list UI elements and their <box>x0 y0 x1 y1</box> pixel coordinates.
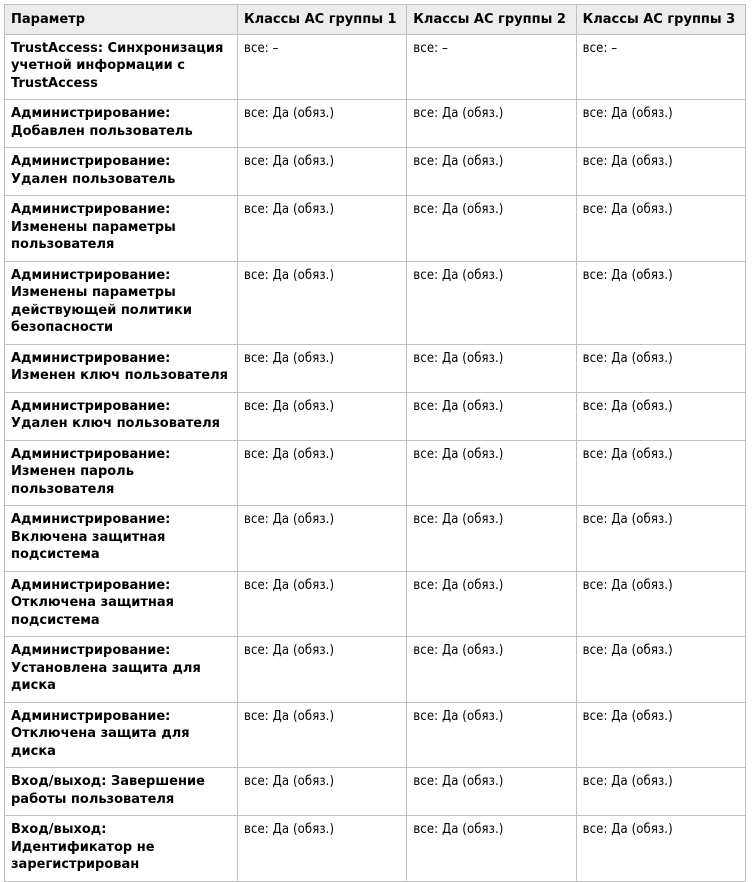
group-2-value-cell: все: Да (обяз.) <box>407 816 576 882</box>
group-2-value-cell: все: Да (обяз.) <box>407 148 576 196</box>
parameter-cell: Администрирование: Установлена защита для диска <box>5 637 238 703</box>
table-row <box>5 637 746 703</box>
group-1-value-cell: все: Да (обяз.) <box>237 100 406 148</box>
table-row <box>5 344 746 392</box>
group-3-value-cell: все: Да (обяз.) <box>576 261 745 344</box>
group-2-value-cell: все: Да (обяз.) <box>407 440 576 506</box>
group-1-value-cell: все: Да (обяз.) <box>237 148 406 196</box>
group-2-value-cell: все: Да (обяз.) <box>407 702 576 768</box>
parameter-cell: Администрирование: Добавлен пользователь <box>5 100 238 148</box>
group-3-value-cell: все: Да (обяз.) <box>576 344 745 392</box>
group-1-value-cell: все: Да (обяз.) <box>237 392 406 440</box>
group-3-value-cell: все: – <box>576 34 745 100</box>
parameter-cell: Администрирование: Отключена защитная подсистема <box>5 571 238 637</box>
group-2-value-cell: все: Да (обяз.) <box>407 392 576 440</box>
group-1-value-cell: все: Да (обяз.) <box>237 440 406 506</box>
group-2-value-cell: все: Да (обяз.) <box>407 196 576 262</box>
parameter-cell: Администрирование: Отключена защита для диска <box>5 702 238 768</box>
audit-parameters-table <box>4 4 746 882</box>
table-row <box>5 440 746 506</box>
group-1-value-cell: все: Да (обяз.) <box>237 344 406 392</box>
group-3-value-cell: все: Да (обяз.) <box>576 440 745 506</box>
group-3-value-cell: все: Да (обяз.) <box>576 637 745 703</box>
table-row <box>5 148 746 196</box>
group-1-value-cell: все: Да (обяз.) <box>237 816 406 882</box>
table-row <box>5 392 746 440</box>
parameter-cell: Вход/выход: Идентификатор не зарегистрирован <box>5 816 238 882</box>
group-3-value-cell: все: Да (обяз.) <box>576 571 745 637</box>
table-row <box>5 506 746 572</box>
table-row <box>5 100 746 148</box>
group-1-value-cell: все: Да (обяз.) <box>237 261 406 344</box>
group-1-value-cell: все: Да (обяз.) <box>237 637 406 703</box>
parameter-cell: Вход/выход: Завершение работы пользователя <box>5 768 238 816</box>
group-1-value-cell: все: Да (обяз.) <box>237 196 406 262</box>
group-1-value-cell: все: Да (обяз.) <box>237 506 406 572</box>
table-row <box>5 768 746 816</box>
table-row <box>5 34 746 100</box>
header-parameter: Параметр <box>5 5 238 35</box>
group-2-value-cell: все: – <box>407 34 576 100</box>
group-1-value-cell: все: Да (обяз.) <box>237 702 406 768</box>
table-row <box>5 816 746 882</box>
parameter-cell: Администрирование: Изменены параметры пользователя <box>5 196 238 262</box>
group-3-value-cell: все: Да (обяз.) <box>576 196 745 262</box>
table-row <box>5 571 746 637</box>
group-1-value-cell: все: Да (обяз.) <box>237 768 406 816</box>
parameter-cell: TrustAccess: Синхронизация учетной информации с TrustAccess <box>5 34 238 100</box>
parameter-cell: Администрирование: Изменен пароль пользователя <box>5 440 238 506</box>
table-row <box>5 702 746 768</box>
header-group-1: Классы АС группы 1 <box>237 5 406 35</box>
group-3-value-cell: все: Да (обяз.) <box>576 816 745 882</box>
table-body <box>5 34 746 881</box>
parameter-cell: Администрирование: Изменен ключ пользователя <box>5 344 238 392</box>
group-2-value-cell: все: Да (обяз.) <box>407 768 576 816</box>
parameter-cell: Администрирование: Удален пользователь <box>5 148 238 196</box>
group-2-value-cell: все: Да (обяз.) <box>407 100 576 148</box>
table-header-row <box>5 5 746 35</box>
group-3-value-cell: все: Да (обяз.) <box>576 506 745 572</box>
group-2-value-cell: все: Да (обяз.) <box>407 571 576 637</box>
group-2-value-cell: все: Да (обяз.) <box>407 637 576 703</box>
group-2-value-cell: все: Да (обяз.) <box>407 344 576 392</box>
group-1-value-cell: все: Да (обяз.) <box>237 571 406 637</box>
parameter-cell: Администрирование: Изменены параметры действующей политики безопасности <box>5 261 238 344</box>
group-3-value-cell: все: Да (обяз.) <box>576 148 745 196</box>
parameter-cell: Администрирование: Удален ключ пользователя <box>5 392 238 440</box>
group-3-value-cell: все: Да (обяз.) <box>576 702 745 768</box>
group-1-value-cell: все: – <box>237 34 406 100</box>
table-row <box>5 196 746 262</box>
group-3-value-cell: все: Да (обяз.) <box>576 100 745 148</box>
group-3-value-cell: все: Да (обяз.) <box>576 392 745 440</box>
group-3-value-cell: все: Да (обяз.) <box>576 768 745 816</box>
header-group-3: Классы АС группы 3 <box>576 5 745 35</box>
group-2-value-cell: все: Да (обяз.) <box>407 506 576 572</box>
parameter-cell: Администрирование: Включена защитная подсистема <box>5 506 238 572</box>
group-2-value-cell: все: Да (обяз.) <box>407 261 576 344</box>
header-group-2: Классы АС группы 2 <box>407 5 576 35</box>
table-row <box>5 261 746 344</box>
